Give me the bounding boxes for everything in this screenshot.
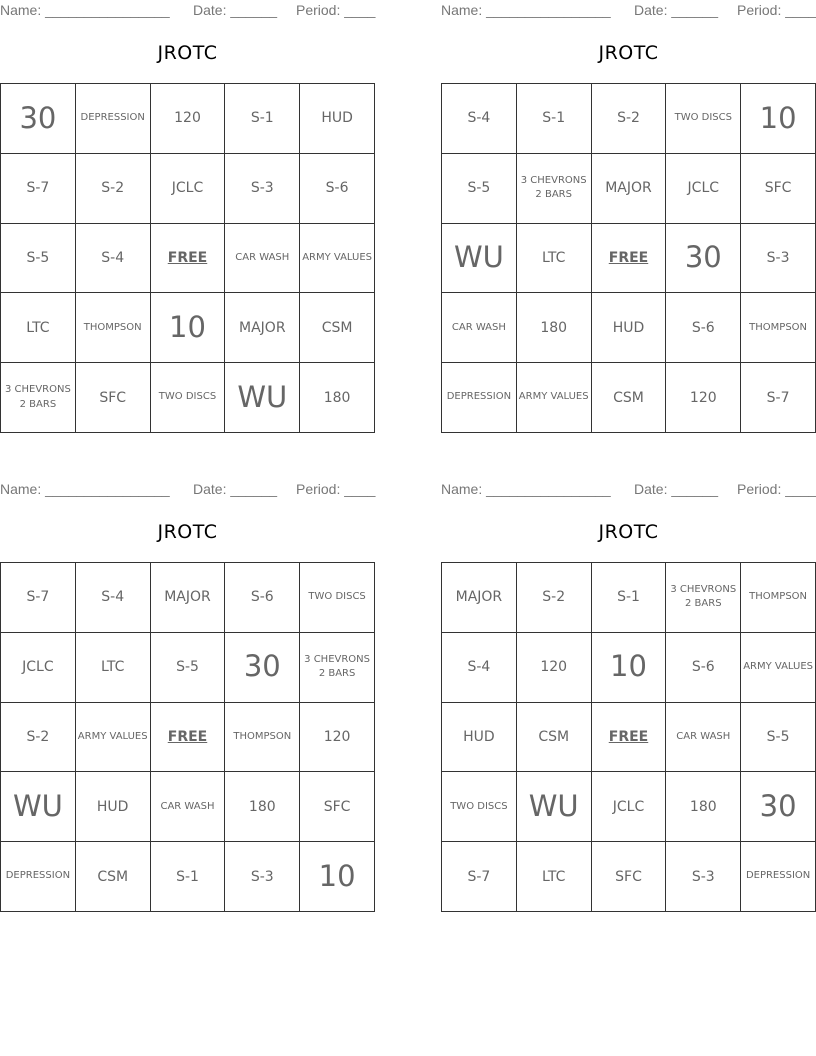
bingo-cell: FREE: [592, 224, 667, 294]
bingo-cell: 3 CHEVRONS 2 BARS: [666, 563, 741, 633]
bingo-cell: DEPRESSION: [741, 842, 816, 912]
bingo-cell: DEPRESSION: [76, 84, 151, 154]
card-header: [0, 481, 375, 499]
bingo-cell: S-5: [741, 703, 816, 773]
bingo-cell: LTC: [1, 293, 76, 363]
bingo-cell: MAJOR: [151, 563, 226, 633]
bingo-cell: LTC: [76, 633, 151, 703]
bingo-cell: 3 CHEVRONS 2 BARS: [1, 363, 76, 433]
card-title: JROTC: [598, 42, 659, 64]
bingo-cell: S-4: [442, 633, 517, 703]
bingo-cell: SFC: [592, 842, 667, 912]
bingo-cell: 30: [225, 633, 300, 703]
bingo-cell: S-1: [592, 563, 667, 633]
bingo-cell: 120: [517, 633, 592, 703]
bingo-cell: HUD: [592, 293, 667, 363]
bingo-cell: CSM: [592, 363, 667, 433]
bingo-cell: S-1: [225, 84, 300, 154]
bingo-cell: 10: [741, 84, 816, 154]
bingo-cell: 30: [1, 84, 76, 154]
bingo-cell: S-3: [741, 224, 816, 294]
bingo-cell: S-7: [1, 154, 76, 224]
bingo-cell: S-4: [76, 563, 151, 633]
bingo-cell: CAR WASH: [151, 772, 226, 842]
bingo-cell: 120: [151, 84, 226, 154]
bingo-cell: CSM: [76, 842, 151, 912]
bingo-cell: THOMPSON: [76, 293, 151, 363]
bingo-cell: S-7: [442, 842, 517, 912]
bingo-card-4: [441, 479, 816, 919]
bingo-cell: 10: [592, 633, 667, 703]
bingo-cell: MAJOR: [225, 293, 300, 363]
bingo-grid: [0, 83, 375, 433]
bingo-cell: ARMY VALUES: [300, 224, 375, 294]
bingo-cell: WU: [225, 363, 300, 433]
card-title: JROTC: [157, 521, 218, 543]
bingo-grid: [441, 83, 816, 433]
bingo-cell: S-1: [517, 84, 592, 154]
bingo-cell: S-1: [151, 842, 226, 912]
bingo-cell: ARMY VALUES: [517, 363, 592, 433]
bingo-cell: 180: [517, 293, 592, 363]
bingo-cell: ARMY VALUES: [741, 633, 816, 703]
bingo-cell: THOMPSON: [225, 703, 300, 773]
bingo-cell: LTC: [517, 224, 592, 294]
bingo-cell: S-6: [300, 154, 375, 224]
bingo-cell: S-5: [151, 633, 226, 703]
bingo-cell: S-4: [76, 224, 151, 294]
bingo-cell: DEPRESSION: [442, 363, 517, 433]
bingo-cell: TWO DISCS: [666, 84, 741, 154]
bingo-cell: CSM: [517, 703, 592, 773]
bingo-cell: CSM: [300, 293, 375, 363]
bingo-cell: FREE: [151, 224, 226, 294]
bingo-cell: S-5: [1, 224, 76, 294]
bingo-cell: 30: [741, 772, 816, 842]
bingo-grid: [441, 562, 816, 912]
bingo-cell: DEPRESSION: [1, 842, 76, 912]
bingo-cell: S-3: [666, 842, 741, 912]
bingo-cell: MAJOR: [442, 563, 517, 633]
bingo-cell: S-7: [1, 563, 76, 633]
bingo-cell: 180: [300, 363, 375, 433]
bingo-cell: S-7: [741, 363, 816, 433]
bingo-card-2: [441, 0, 816, 440]
period-field-label: Period: ____: [296, 2, 376, 18]
bingo-cell: 180: [666, 772, 741, 842]
bingo-cell: JCLC: [666, 154, 741, 224]
date-field-label: Date: ______: [193, 481, 278, 497]
bingo-cell: FREE: [151, 703, 226, 773]
bingo-cell: S-6: [666, 633, 741, 703]
bingo-cell: S-3: [225, 154, 300, 224]
bingo-cell: FREE: [592, 703, 667, 773]
name-field-label: Name: ________________: [0, 2, 170, 18]
bingo-cell: SFC: [76, 363, 151, 433]
card-title: JROTC: [598, 521, 659, 543]
bingo-cell: 10: [151, 293, 226, 363]
bingo-cell: LTC: [517, 842, 592, 912]
bingo-cell: S-2: [592, 84, 667, 154]
name-field-label: Name: ________________: [441, 481, 611, 497]
bingo-cell: THOMPSON: [741, 563, 816, 633]
bingo-cell: CAR WASH: [442, 293, 517, 363]
bingo-cell: HUD: [442, 703, 517, 773]
bingo-cell: ARMY VALUES: [76, 703, 151, 773]
bingo-cell: 10: [300, 842, 375, 912]
card-header: [0, 2, 375, 20]
bingo-grid: [0, 562, 375, 912]
bingo-cell: S-6: [225, 563, 300, 633]
period-field-label: Period: ____: [737, 481, 816, 497]
bingo-cell: 3 CHEVRONS 2 BARS: [300, 633, 375, 703]
bingo-cell: WU: [1, 772, 76, 842]
name-field-label: Name: ________________: [441, 2, 611, 18]
bingo-cell: SFC: [741, 154, 816, 224]
bingo-cell: 120: [300, 703, 375, 773]
bingo-cell: 120: [666, 363, 741, 433]
bingo-cell: WU: [442, 224, 517, 294]
bingo-cell: TWO DISCS: [442, 772, 517, 842]
card-header: [441, 2, 816, 20]
bingo-cell: S-3: [225, 842, 300, 912]
bingo-cell: 30: [666, 224, 741, 294]
period-field-label: Period: ____: [296, 481, 376, 497]
bingo-cell: 180: [225, 772, 300, 842]
bingo-cell: HUD: [76, 772, 151, 842]
bingo-cell: S-5: [442, 154, 517, 224]
bingo-cell: TWO DISCS: [300, 563, 375, 633]
bingo-cell: TWO DISCS: [151, 363, 226, 433]
bingo-cell: 3 CHEVRONS 2 BARS: [517, 154, 592, 224]
bingo-cell: S-2: [1, 703, 76, 773]
date-field-label: Date: ______: [634, 481, 719, 497]
card-header: [441, 481, 816, 499]
bingo-cell: S-2: [76, 154, 151, 224]
card-title: JROTC: [157, 42, 218, 64]
bingo-cell: S-6: [666, 293, 741, 363]
bingo-cell: JCLC: [151, 154, 226, 224]
bingo-cell: S-4: [442, 84, 517, 154]
date-field-label: Date: ______: [193, 2, 278, 18]
bingo-cell: MAJOR: [592, 154, 667, 224]
bingo-card-3: [0, 479, 375, 919]
bingo-cell: WU: [517, 772, 592, 842]
bingo-cell: SFC: [300, 772, 375, 842]
period-field-label: Period: ____: [737, 2, 816, 18]
bingo-cell: HUD: [300, 84, 375, 154]
bingo-card-1: [0, 0, 375, 440]
bingo-cell: CAR WASH: [666, 703, 741, 773]
date-field-label: Date: ______: [634, 2, 719, 18]
name-field-label: Name: ________________: [0, 481, 170, 497]
bingo-cell: JCLC: [592, 772, 667, 842]
bingo-cell: CAR WASH: [225, 224, 300, 294]
bingo-cell: THOMPSON: [741, 293, 816, 363]
bingo-cell: JCLC: [1, 633, 76, 703]
bingo-cell: S-2: [517, 563, 592, 633]
